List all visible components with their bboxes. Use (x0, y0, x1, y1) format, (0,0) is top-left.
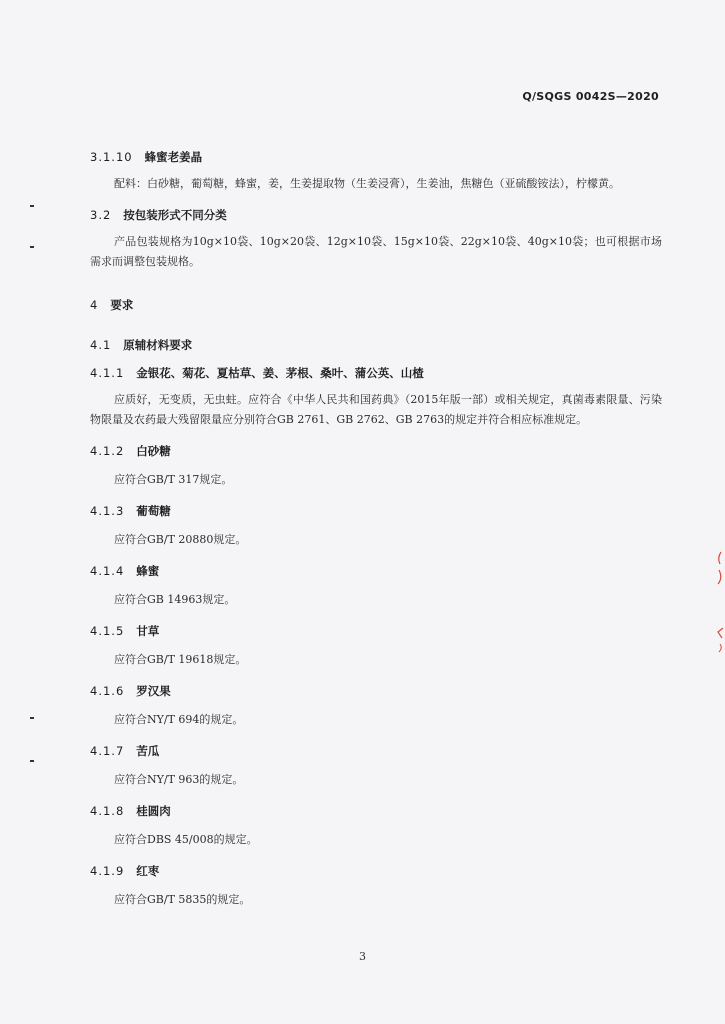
section-title: 苦瓜 (136, 744, 160, 758)
section-text-3-2: 产品包装规格为10g×10袋、10g×20袋、12g×10袋、15g×10袋、22g×10袋、40g×10袋；也可根据市场需求而调整包装规格。 (90, 235, 662, 268)
section-number: 4.1.6 (90, 684, 125, 698)
section-title: 蜂蜜 (136, 564, 160, 578)
section-text-3-1-10: 配料：白砂糖，葡萄糖，蜂蜜，姜，生姜提取物（生姜浸膏），生姜油，焦糖色（亚硫酸铵法），柠檬黄。 (114, 177, 620, 190)
scan-mark (30, 246, 34, 248)
section-text-4-1-2: 应符合GB/T 317规定。 (114, 473, 233, 486)
section-heading-4-1-3 (90, 502, 662, 520)
section-title: 要求 (110, 298, 134, 312)
scan-mark (30, 760, 34, 762)
seal-fragment-icon (711, 548, 725, 658)
section-heading-4-1-5 (90, 622, 662, 640)
section-text-4-1-3: 应符合GB/T 20880规定。 (114, 533, 247, 546)
section-title: 蜂蜜老姜晶 (144, 150, 203, 164)
section-title: 甘草 (136, 624, 160, 638)
section-text-4-1-5: 应符合GB/T 19618规定。 (114, 653, 247, 666)
section-title: 原辅材料要求 (123, 338, 193, 352)
section-heading-4-1-2 (90, 442, 662, 460)
section-heading-3-2 (90, 206, 662, 224)
scan-mark (30, 205, 34, 207)
section-text-4-1-6: 应符合NY/T 694的规定。 (114, 713, 244, 726)
standard-code: Q/SQGS 0042S—2020 (522, 90, 659, 103)
page-number: 3 (359, 950, 366, 963)
section-title: 红枣 (136, 864, 160, 878)
section-title: 葡萄糖 (136, 504, 171, 518)
section-number: 3.2 (90, 208, 112, 222)
section-number: 4.1.9 (90, 864, 125, 878)
section-number: 4.1.5 (90, 624, 125, 638)
section-heading-3-1-10 (90, 148, 662, 166)
section-heading-4-1-7 (90, 742, 662, 760)
section-number: 4.1.2 (90, 444, 125, 458)
section-heading-4 (90, 296, 662, 314)
section-title: 桂圆肉 (136, 804, 171, 818)
section-text-4-1-7: 应符合NY/T 963的规定。 (114, 773, 244, 786)
scan-mark (30, 717, 34, 719)
section-number: 4.1.8 (90, 804, 125, 818)
section-heading-4-1-8 (90, 802, 662, 820)
section-number: 4.1.1 (90, 366, 125, 380)
section-number: 4.1.3 (90, 504, 125, 518)
section-heading-4-1-6 (90, 682, 662, 700)
section-text-4-1-4: 应符合GB 14963规定。 (114, 593, 236, 606)
section-title: 白砂糖 (136, 444, 171, 458)
section-number: 3.1.10 (90, 150, 133, 164)
section-text-4-1-8: 应符合DBS 45/008的规定。 (114, 833, 258, 846)
section-number: 4 (90, 298, 99, 312)
section-text-4-1-1: 应质好，无变质，无虫蛀。应符合《中华人民共和国药典》（2015年版一部）或相关规定，真菌毒素限量、污染物限量及农药最大残留限量应分别符合GB 2761、GB 2762、GB 2763的规定并符合相应标准规定。 (90, 393, 662, 426)
section-number: 4.1.7 (90, 744, 125, 758)
section-heading-4-1-1 (90, 364, 662, 382)
section-number: 4.1.4 (90, 564, 125, 578)
section-heading-4-1-9 (90, 862, 662, 880)
section-text-4-1-9: 应符合GB/T 5835的规定。 (114, 893, 251, 906)
section-heading-4-1-4 (90, 562, 662, 580)
section-number: 4.1 (90, 338, 112, 352)
section-title: 金银花、菊花、夏枯草、姜、茅根、桑叶、蒲公英、山楂 (136, 366, 424, 380)
section-heading-4-1 (90, 336, 662, 354)
document-body (90, 148, 662, 910)
section-title: 按包装形式不同分类 (123, 208, 227, 222)
section-title: 罗汉果 (136, 684, 171, 698)
